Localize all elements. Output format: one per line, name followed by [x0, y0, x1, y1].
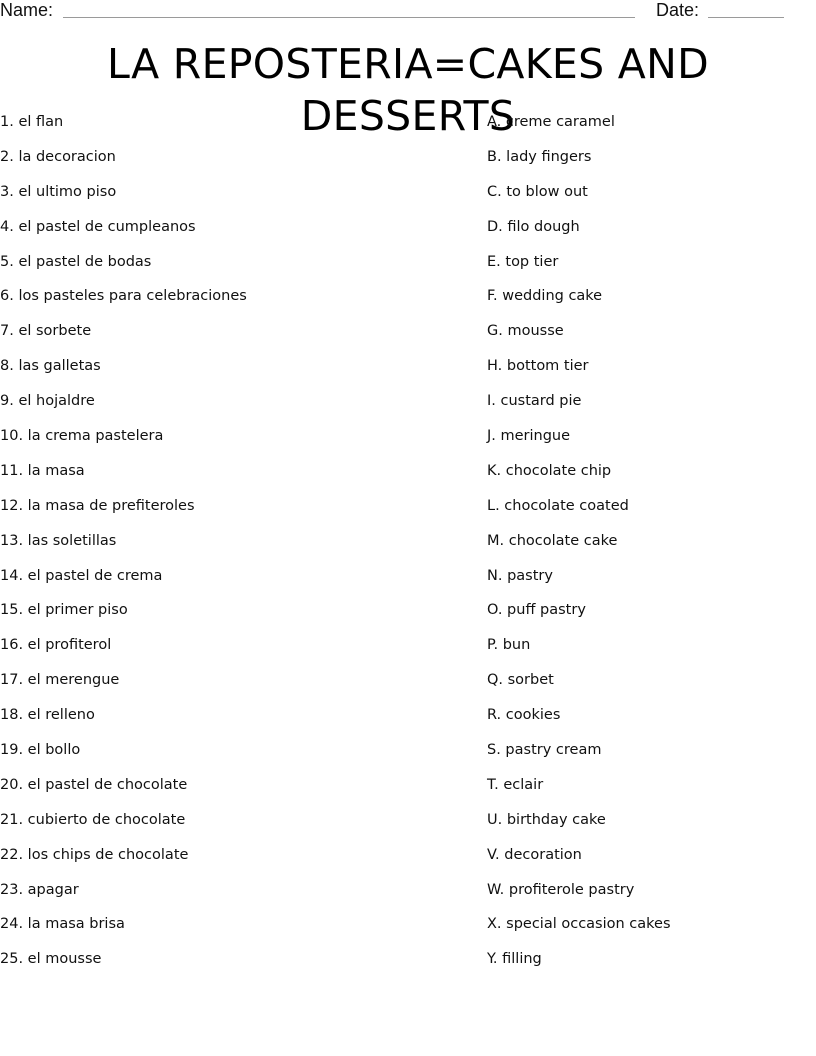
- term-item: 23. apagar: [0, 881, 79, 898]
- term-item: 16. el profiterol: [0, 637, 112, 654]
- term-item: 11. la masa: [0, 462, 85, 479]
- term-item: 6. los pasteles para celebraciones: [0, 288, 247, 305]
- term-item: 1. el flan: [0, 114, 64, 130]
- definition-item: E. top tier: [487, 253, 559, 270]
- date-label: Date:: [656, 0, 700, 20]
- term-item: 9. el hojaldre: [0, 393, 95, 410]
- definition-item: K. chocolate chip: [487, 462, 612, 479]
- definition-item: R. cookies: [487, 707, 561, 724]
- term-item: 2. la decoracion: [0, 148, 116, 165]
- definition-item: T. eclair: [487, 776, 544, 793]
- term-item: 8. las galletas: [0, 358, 101, 375]
- definition-item: W. profiterole pastry: [487, 881, 635, 898]
- definition-item: J. meringue: [487, 428, 571, 445]
- term-item: 10. la crema pastelera: [0, 428, 164, 445]
- term-item: 7. el sorbete: [0, 323, 92, 340]
- name-field-line[interactable]: [63, 17, 635, 18]
- definition-item: Q. sorbet: [487, 672, 554, 689]
- term-item: 22. los chips de chocolate: [0, 846, 189, 863]
- definition-item: B. lady fingers: [487, 148, 592, 165]
- definition-item: I. custard pie: [487, 393, 582, 410]
- term-item: 17. el merengue: [0, 672, 120, 689]
- term-item: 25. el mousse: [0, 951, 102, 968]
- definition-item: P. bun: [487, 637, 531, 654]
- definition-item: S. pastry cream: [487, 742, 602, 759]
- definition-item: V. decoration: [487, 846, 582, 863]
- definition-item: A. creme caramel: [487, 114, 615, 130]
- date-field-line[interactable]: [708, 17, 784, 18]
- term-item: 20. el pastel de chocolate: [0, 776, 188, 793]
- term-item: 18. el relleno: [0, 707, 95, 724]
- definition-item: O. puff pastry: [487, 602, 586, 619]
- term-item: 19. el bollo: [0, 742, 81, 759]
- definition-item: Y. filling: [487, 951, 542, 968]
- term-item: 3. el ultimo piso: [0, 183, 117, 200]
- definition-item: D. filo dough: [487, 218, 580, 235]
- term-item: 5. el pastel de bodas: [0, 253, 152, 270]
- term-item: 13. las soletillas: [0, 532, 117, 549]
- worksheet-header: [0, 0, 816, 22]
- definition-item: M. chocolate cake: [487, 532, 618, 549]
- terms-list: [0, 110, 247, 982]
- term-item: 12. la masa de prefiteroles: [0, 497, 195, 514]
- definition-item: G. mousse: [487, 323, 564, 340]
- definition-item: F. wedding cake: [487, 288, 603, 305]
- definition-item: L. chocolate coated: [487, 497, 629, 514]
- definition-item: H. bottom tier: [487, 358, 589, 375]
- definitions-list: [487, 110, 671, 982]
- term-item: 15. el primer piso: [0, 602, 128, 619]
- term-item: 4. el pastel de cumpleanos: [0, 218, 196, 235]
- definition-item: C. to blow out: [487, 183, 588, 200]
- definition-item: X. special occasion cakes: [487, 916, 671, 933]
- term-item: 24. la masa brisa: [0, 916, 125, 933]
- page-title: LA REPOSTERIA=CAKES AND DESSERTS: [107, 40, 709, 140]
- term-item: 14. el pastel de crema: [0, 567, 163, 584]
- name-label: Name:: [0, 0, 54, 20]
- term-item: 21. cubierto de chocolate: [0, 811, 186, 828]
- definition-item: U. birthday cake: [487, 811, 606, 828]
- definition-item: N. pastry: [487, 567, 553, 584]
